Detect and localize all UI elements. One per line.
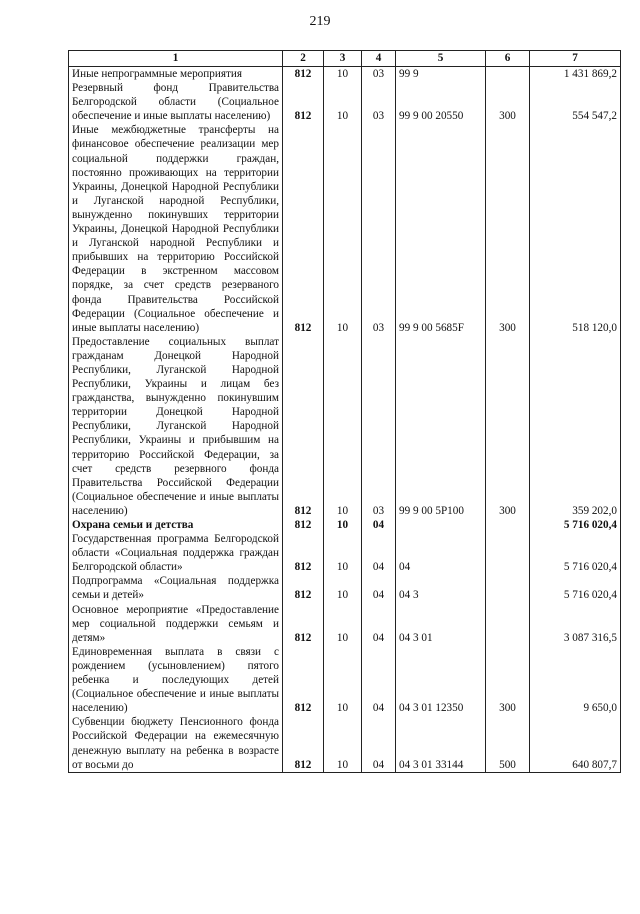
target-article-cell: 04 3 01 12350 xyxy=(396,645,486,715)
table-row xyxy=(69,574,621,602)
subsection-code-cell: 03 xyxy=(362,81,396,123)
target-article-cell: 99 9 00 5685F xyxy=(396,123,486,334)
table-row xyxy=(69,645,621,715)
target-article-cell: 99 9 xyxy=(396,67,486,82)
row-name-cell: Основное мероприятие «Предоставление мер социальной поддержки семьям и детям» xyxy=(69,603,283,645)
section-code-cell: 10 xyxy=(324,715,362,772)
target-article-cell: 99 9 00 20550 xyxy=(396,81,486,123)
subsection-code-cell: 04 xyxy=(362,645,396,715)
expense-type-cell xyxy=(486,67,530,82)
ministry-code-cell: 812 xyxy=(283,335,324,518)
ministry-code-cell: 812 xyxy=(283,645,324,715)
expense-type-cell: 300 xyxy=(486,123,530,334)
row-name-cell: Подпрограмма «Социальная поддержка семьи и детей» xyxy=(69,574,283,602)
amount-cell: 5 716 020,4 xyxy=(530,532,621,574)
ministry-code-cell: 812 xyxy=(283,603,324,645)
column-header: 1 xyxy=(69,51,283,67)
section-code-cell: 10 xyxy=(324,574,362,602)
table-row xyxy=(69,603,621,645)
expense-type-cell: 500 xyxy=(486,715,530,772)
expense-type-cell xyxy=(486,603,530,645)
amount-cell: 1 431 869,2 xyxy=(530,67,621,82)
row-name-cell: Охрана семьи и детства xyxy=(69,518,283,532)
row-name-cell: Единовременная выплата в связи с рождением (усыновлением) пятого ребенка и последующих детей (Социальное обеспечение и иные выплаты населению) xyxy=(69,645,283,715)
amount-cell: 359 202,0 xyxy=(530,335,621,518)
ministry-code-cell: 812 xyxy=(283,518,324,532)
column-header: 3 xyxy=(324,51,362,67)
row-name-cell: Резервный фонд Правительства Белгородской области (Социальное обеспечение и иные выплаты населению) xyxy=(69,81,283,123)
ministry-code-cell: 812 xyxy=(283,574,324,602)
amount-cell: 640 807,7 xyxy=(530,715,621,772)
ministry-code-cell: 812 xyxy=(283,123,324,334)
table-row xyxy=(69,123,621,334)
expense-type-cell: 300 xyxy=(486,335,530,518)
table-row xyxy=(69,532,621,574)
column-header: 4 xyxy=(362,51,396,67)
page-number: 219 xyxy=(309,14,331,29)
table-body xyxy=(69,67,621,773)
subsection-code-cell: 04 xyxy=(362,574,396,602)
section-code-cell: 10 xyxy=(324,645,362,715)
header-row xyxy=(69,51,621,67)
amount-cell: 5 716 020,4 xyxy=(530,574,621,602)
subsection-code-cell: 04 xyxy=(362,715,396,772)
ministry-code-cell: 812 xyxy=(283,532,324,574)
table-row xyxy=(69,518,621,532)
subsection-code-cell: 04 xyxy=(362,518,396,532)
subsection-code-cell: 04 xyxy=(362,603,396,645)
target-article-cell xyxy=(396,518,486,532)
amount-cell: 518 120,0 xyxy=(530,123,621,334)
budget-table xyxy=(68,50,621,773)
section-code-cell: 10 xyxy=(324,603,362,645)
section-code-cell: 10 xyxy=(324,67,362,82)
expense-type-cell: 300 xyxy=(486,645,530,715)
subsection-code-cell: 03 xyxy=(362,67,396,82)
ministry-code-cell: 812 xyxy=(283,67,324,82)
row-name-cell: Иные межбюджетные трансферты на финансовое обеспечение реализации мер социальной поддержки граждан, постоянно проживающих на территории Украины, Донецкой Народной Республики и Луганской народной Республики, вынужденно покинувших территории Украины, Донецкой Народной Республики и Луганской народной Республики и прибывших на территорию Российской Федерации в экстренном массовом порядке, за счет средств резерваного фонда Правительства Российской Федерации (Социальное обеспечение и иные выплаты населению) xyxy=(69,123,283,334)
table-row xyxy=(69,67,621,82)
section-code-cell: 10 xyxy=(324,81,362,123)
column-header: 7 xyxy=(530,51,621,67)
target-article-cell: 04 3 xyxy=(396,574,486,602)
ministry-code-cell: 812 xyxy=(283,81,324,123)
target-article-cell: 99 9 00 5P100 xyxy=(396,335,486,518)
subsection-code-cell: 04 xyxy=(362,532,396,574)
target-article-cell: 04 3 01 xyxy=(396,603,486,645)
subsection-code-cell: 03 xyxy=(362,123,396,334)
section-code-cell: 10 xyxy=(324,335,362,518)
table-row xyxy=(69,715,621,772)
row-name-cell: Субвенции бюджету Пенсионного фонда Российской Федерации на ежемесячную денежную выплату на ребенка в возрасте от восьми до xyxy=(69,715,283,772)
section-code-cell: 10 xyxy=(324,518,362,532)
expense-type-cell: 300 xyxy=(486,81,530,123)
target-article-cell: 04 xyxy=(396,532,486,574)
table-row xyxy=(69,81,621,123)
expense-type-cell xyxy=(486,532,530,574)
expense-type-cell xyxy=(486,518,530,532)
row-name-cell: Предоставление социальных выплат гражданам Донецкой Народной Республики, Луганской Народной Республики, Украины и лицам без гражданства, вынужденно покинувшим территории Донецкой Народной Республики, Луганской Народной Республики, Украины и прибывшим на территорию Российской Федерации, за счет средств резервного фонда Правительства Российской Федерации (Социальное обеспечение и иные выплаты населению) xyxy=(69,335,283,518)
row-name-cell: Государственная программа Белгородской области «Социальная поддержка граждан Белгородской области» xyxy=(69,532,283,574)
ministry-code-cell: 812 xyxy=(283,715,324,772)
amount-cell: 5 716 020,4 xyxy=(530,518,621,532)
section-code-cell: 10 xyxy=(324,123,362,334)
section-code-cell: 10 xyxy=(324,532,362,574)
column-header: 6 xyxy=(486,51,530,67)
subsection-code-cell: 03 xyxy=(362,335,396,518)
column-header: 5 xyxy=(396,51,486,67)
amount-cell: 3 087 316,5 xyxy=(530,603,621,645)
table-row xyxy=(69,335,621,518)
row-name-cell: Иные непрограммные мероприятия xyxy=(69,67,283,82)
column-header: 2 xyxy=(283,51,324,67)
amount-cell: 554 547,2 xyxy=(530,81,621,123)
expense-type-cell xyxy=(486,574,530,602)
amount-cell: 9 650,0 xyxy=(530,645,621,715)
target-article-cell: 04 3 01 33144 xyxy=(396,715,486,772)
